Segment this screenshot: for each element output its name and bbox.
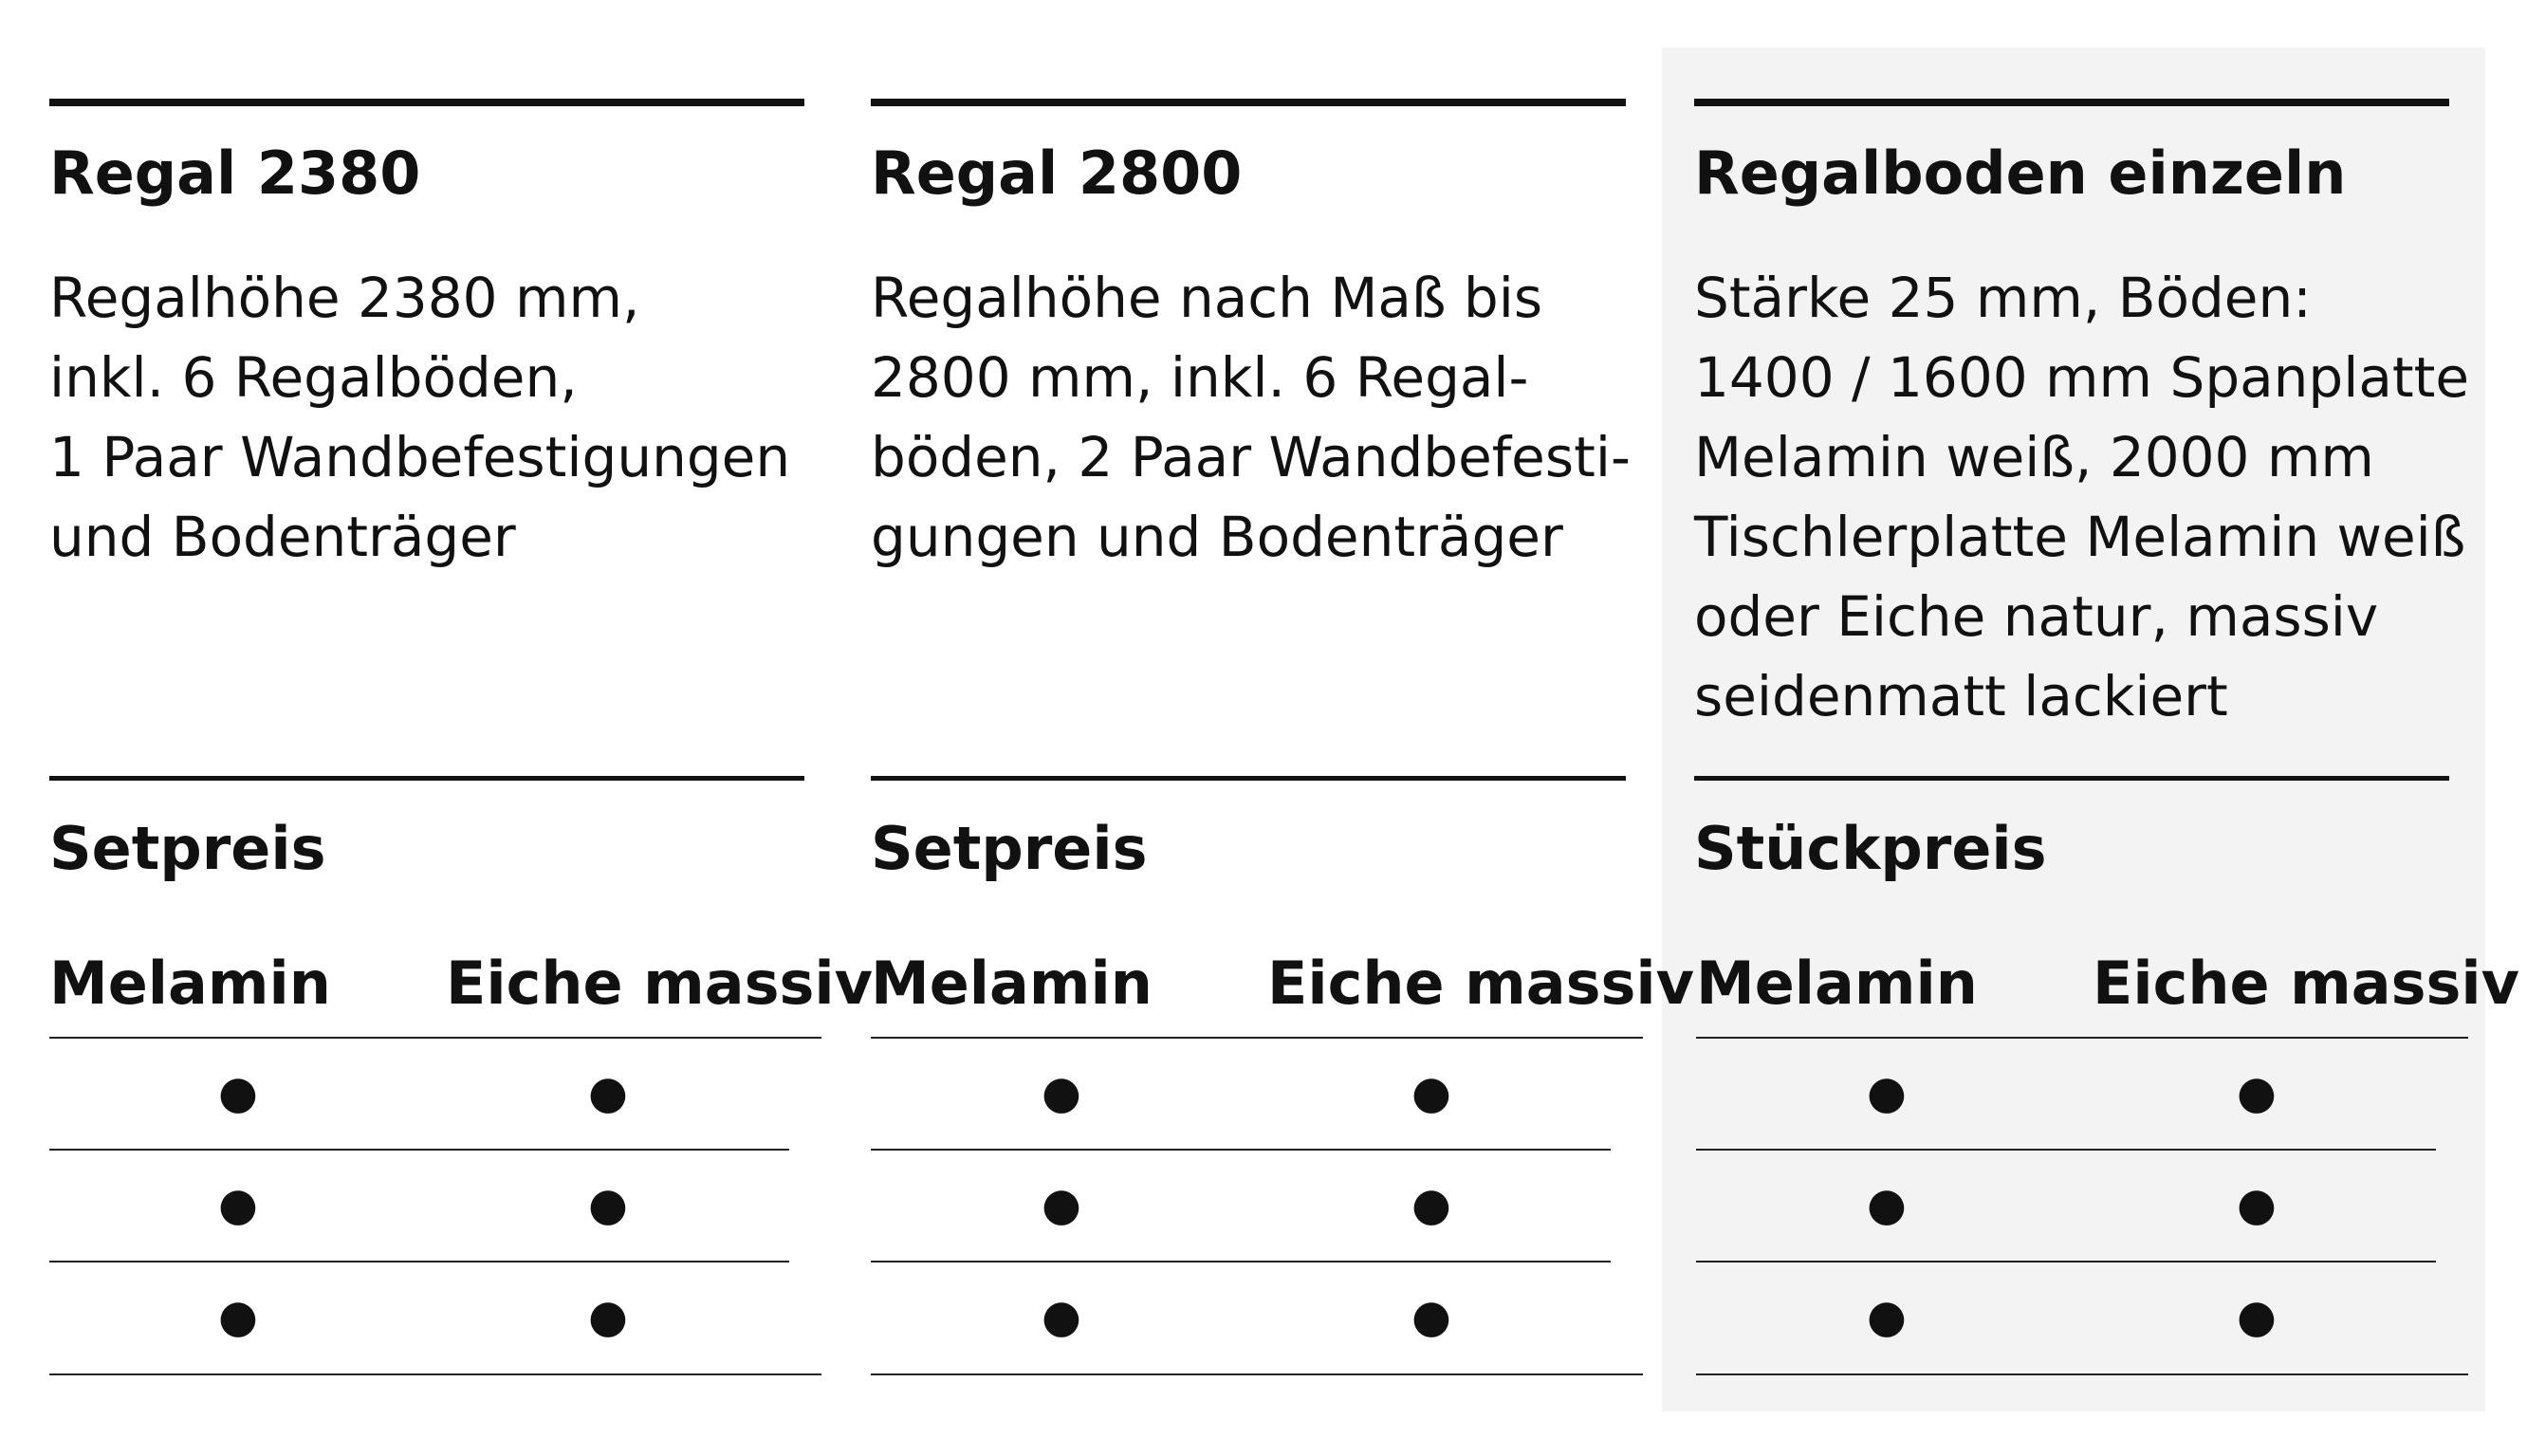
bottom-rule xyxy=(871,1373,1643,1375)
availability-dot-melamin-3: ● xyxy=(1042,1290,1081,1343)
header-rule xyxy=(1696,1037,2468,1039)
column-header-melamin: Melamin xyxy=(49,949,331,1018)
row-rule xyxy=(1696,1149,2436,1151)
section-rule xyxy=(1694,776,2449,781)
bottom-rule xyxy=(49,1373,821,1375)
row-rule xyxy=(49,1261,789,1262)
header-rule xyxy=(871,1037,1643,1039)
availability-dot-eiche-1: ● xyxy=(2237,1066,2277,1119)
column-header-eiche-massiv: Eiche massiv xyxy=(2093,949,2520,1018)
top-rule xyxy=(1694,99,2449,106)
availability-dot-eiche-1: ● xyxy=(1411,1066,1451,1119)
column-header-eiche-massiv: Eiche massiv xyxy=(446,949,874,1018)
availability-dot-melamin-2: ● xyxy=(1867,1178,1907,1231)
product-title: Regalboden einzeln xyxy=(1694,138,2347,208)
availability-dot-melamin-2: ● xyxy=(218,1178,258,1231)
availability-dot-eiche-3: ● xyxy=(1411,1290,1451,1343)
row-rule xyxy=(49,1149,789,1151)
product-description: Regalhöhe nach Maß bis 2800 mm, inkl. 6 Regal- böden, 2 Paar Wandbefesti- gungen und Bodenträger xyxy=(871,266,1631,569)
availability-dot-eiche-2: ● xyxy=(2237,1178,2277,1231)
top-rule xyxy=(49,99,804,106)
column-header-melamin: Melamin xyxy=(1696,949,1978,1018)
availability-dot-melamin-1: ● xyxy=(1867,1066,1907,1119)
section-rule xyxy=(871,776,1626,781)
price-label: Setpreis xyxy=(871,814,1148,883)
product-column-regal-2380 xyxy=(0,0,874,1456)
section-rule xyxy=(49,776,804,781)
bottom-rule xyxy=(1696,1373,2468,1375)
header-rule xyxy=(49,1037,821,1039)
availability-dot-eiche-2: ● xyxy=(1411,1178,1451,1231)
row-rule xyxy=(871,1149,1611,1151)
availability-dot-eiche-2: ● xyxy=(588,1178,628,1231)
availability-dot-melamin-3: ● xyxy=(1867,1290,1907,1343)
availability-dot-eiche-1: ● xyxy=(588,1066,628,1119)
column-header-eiche-massiv: Eiche massiv xyxy=(1267,949,1695,1018)
product-column-regalboden-einzeln xyxy=(1660,0,2527,1456)
column-header-melamin: Melamin xyxy=(871,949,1153,1018)
product-description: Regalhöhe 2380 mm, inkl. 6 Regalböden, 1 Paar Wandbefestigungen und Bodenträger xyxy=(49,266,791,569)
price-label: Setpreis xyxy=(49,814,326,883)
row-rule xyxy=(1696,1261,2436,1262)
product-description: Stärke 25 mm, Böden: 1400 / 1600 mm Spanplatte Melamin weiß, 2000 mm Tischlerplatte Melamin weiß oder Eiche natur, massiv seidenmatt lackiert xyxy=(1694,266,2470,728)
product-title: Regal 2800 xyxy=(871,138,1243,208)
price-label: Stückpreis xyxy=(1694,814,2047,883)
availability-dot-melamin-2: ● xyxy=(1042,1178,1081,1231)
availability-dot-eiche-3: ● xyxy=(2237,1290,2277,1343)
row-rule xyxy=(871,1261,1611,1262)
product-column-regal-2800 xyxy=(835,0,1695,1456)
availability-dot-melamin-3: ● xyxy=(218,1290,258,1343)
availability-dot-melamin-1: ● xyxy=(218,1066,258,1119)
availability-dot-eiche-3: ● xyxy=(588,1290,628,1343)
product-title: Regal 2380 xyxy=(49,138,421,208)
top-rule xyxy=(871,99,1626,106)
availability-dot-melamin-1: ● xyxy=(1042,1066,1081,1119)
